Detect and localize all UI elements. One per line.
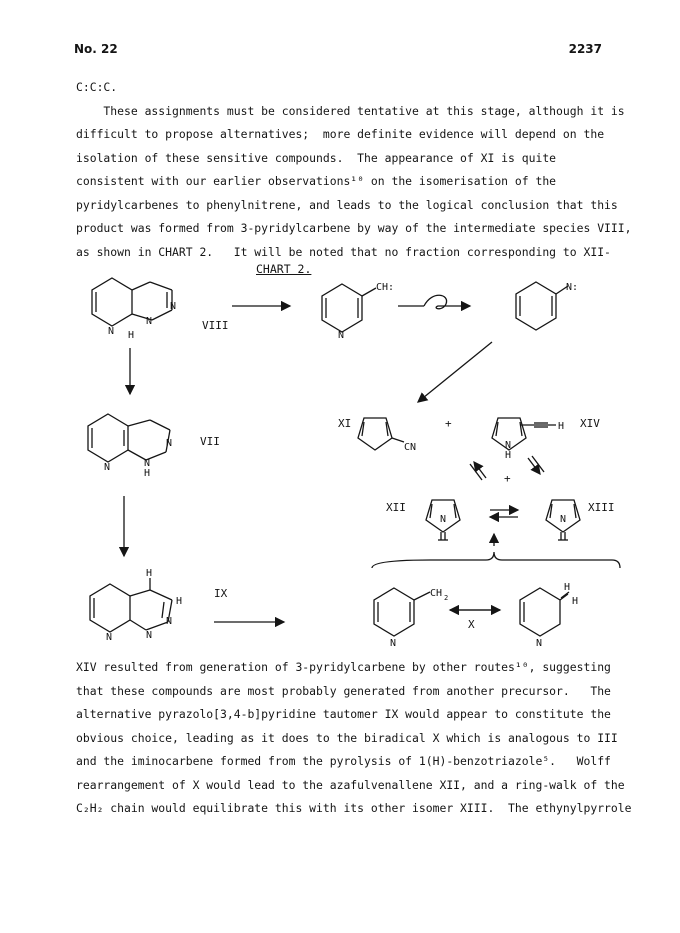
label-xii: XII: [386, 501, 406, 514]
structure-xiv: [492, 418, 556, 450]
text-line: C₂H₂ chain would equilibrate this with its other isomer XIII. The ethynylpyrrole: [76, 801, 632, 815]
label-xiii: XIII: [588, 501, 615, 514]
label-vii: VII: [200, 435, 220, 448]
text-line: C:C:C.: [76, 80, 118, 94]
atom-h: H: [144, 468, 151, 479]
atom-n: N: [390, 638, 397, 649]
atom-n: N: [104, 462, 111, 473]
arrow-nitrene-to-xi: [418, 342, 492, 402]
structure-viii: [92, 278, 172, 326]
structure-xi: [358, 418, 404, 450]
text-line: pyridylcarbenes to phenylnitrene, and leads to the logical conclusion that this: [76, 197, 618, 212]
chart-title: CHART 2.: [256, 262, 312, 276]
text-line: as shown in CHART 2. It will be noted that no fraction corresponding to XII-: [76, 244, 611, 259]
atom-n: N: [146, 630, 153, 641]
atom-n: N: [146, 316, 153, 327]
atom-h: H: [146, 568, 153, 579]
text-line: XIV resulted from generation of 3-pyridylcarbene by other routes¹⁰, suggesting: [76, 660, 611, 674]
label-x: X: [468, 618, 475, 631]
atom-n: N: [166, 616, 173, 627]
atom-h: H: [128, 330, 135, 341]
atom-h: H: [176, 596, 183, 607]
structure-x-right: [520, 588, 569, 636]
atom-n: N: [505, 440, 512, 451]
atom-h: H: [564, 582, 571, 593]
structure-phenylnitrene: [516, 282, 568, 330]
atom-n: N: [166, 438, 173, 449]
plus-sign: +: [445, 417, 452, 430]
text-line: alternative pyrazolo[3,4-b]pyridine tautomer IX would appear to constitute the: [76, 707, 611, 721]
label-ix: IX: [214, 587, 228, 600]
atom-n: N: [560, 514, 567, 525]
atom-n: N: [144, 458, 151, 469]
atom-n: N: [338, 330, 345, 341]
alkyne-h: H: [558, 421, 565, 432]
text-line: and the iminocarbene formed from the pyrolysis of 1(H)-benzotriazole⁵. Wolff: [76, 754, 611, 768]
ch2-label: CH: [430, 588, 443, 599]
text-line: consistent with our earlier observations¹⁰ on the isomerisation of the: [76, 174, 557, 188]
structure-x-left: [374, 588, 430, 636]
atom-n: N: [106, 632, 113, 643]
atom-n: N: [536, 638, 543, 649]
label-viii: VIII: [202, 319, 229, 332]
text-line: These assignments must be considered tentative at this stage, although it is: [76, 103, 625, 118]
atom-n: N: [440, 514, 447, 525]
text-line: difficult to propose alternatives; more definite evidence will depend on the: [76, 127, 605, 141]
atom-n: N: [108, 326, 115, 337]
paragraph-bottom: [76, 656, 632, 821]
journal-issue: No. 22: [74, 42, 118, 56]
brace: [372, 552, 620, 568]
text-line: rearrangement of X would lead to the azafulvenallene XII, and a ring-walk of the: [76, 777, 625, 792]
nitrile-cn: CN: [404, 442, 417, 453]
text-line: product was formed from 3-pyridylcarbene by way of the intermediate species VIII,: [76, 221, 632, 235]
structure-pyridylcarbene: [322, 284, 376, 332]
structure-ix: [90, 578, 172, 632]
plus-sign: +: [504, 472, 511, 485]
atom-h: H: [505, 450, 512, 461]
arrow-to-xiv: [528, 458, 540, 474]
nitrene-n: N:: [566, 282, 579, 293]
text-line: isolation of these sensitive compounds. The appearance of XI is quite: [76, 150, 557, 165]
text-line: that these compounds are most probably generated from another precursor. The: [76, 683, 611, 698]
atom-n: N: [170, 301, 177, 312]
page-number: 2237: [568, 42, 602, 56]
atom-h: H: [572, 596, 579, 607]
carbene-ch: CH:: [376, 282, 395, 293]
structure-vii: [88, 414, 173, 462]
ch2-subscript: 2: [444, 594, 449, 602]
label-xi: XI: [338, 417, 352, 430]
text-line: obvious choice, leading as it does to the biradical X which is analogous to III: [76, 730, 618, 745]
label-xiv: XIV: [580, 417, 600, 430]
arrow-to-xi: [474, 462, 486, 478]
